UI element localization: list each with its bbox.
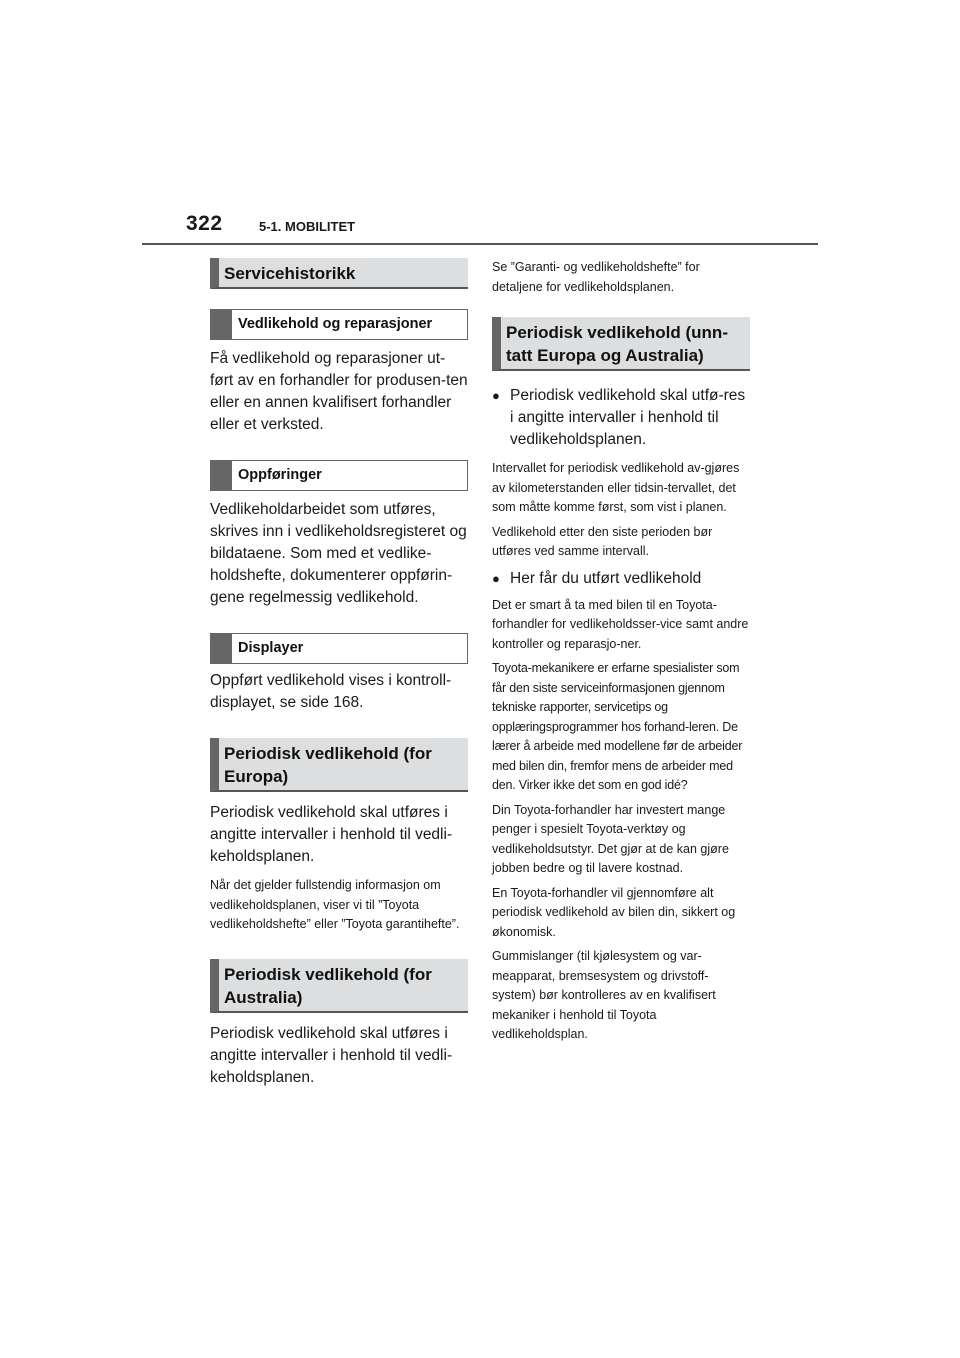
heading-servicehistorikk: Servicehistorikk xyxy=(210,258,468,289)
subheading-displayer: Displayer xyxy=(210,633,468,664)
bullet-her-far-du-text: Her får du utført vedlikehold xyxy=(510,569,702,587)
paragraph-gummislanger: Gummislanger (til kjølesystem og var-meapparat, bremsesystem og drivstoff-system) bør kontrolleres av en kvalifisert mekaniker i henhold til Toyota vedlikeholdsplan. xyxy=(492,949,716,1041)
right-column xyxy=(492,258,750,1045)
paragraph-mekanikere: Toyota-mekanikere er erfarne spesialister som får den siste serviceinformasjonen gjennom tekniske rapporter, servicetips og opplæringsprogrammer hos forhand-leren. De lærer å arbeide med modellene før de arbeider med bilen din, fremfor mens de arbeider med den. Virker ikke det som en god idé? xyxy=(492,661,743,792)
section-label: 5-1. MOBILITET xyxy=(259,219,356,234)
intro-note: Se ”Garanti- og vedlikeholdshefte” for detaljene for vedlikeholdsplanen. xyxy=(492,260,700,294)
bullet-dot-icon: ● xyxy=(492,570,500,586)
paragraph-oppforinger: Vedlikeholdarbeidet som utføres, skrives inn i vedlikeholdsregisteret og bildataene. Som med et vedlike-holdshefte, dokumenterer oppførin-gene regelmessig vedlikehold. xyxy=(210,501,467,606)
bullet-intervaller-text: Periodisk vedlikehold skal utfø-res i angitte intervaller i henhold til vedlikeholdsplanen. xyxy=(510,387,746,448)
subheading-oppforinger: Oppføringer xyxy=(210,460,468,491)
paragraph-siste-periode: Vedlikehold etter den siste perioden bør utføres ved samme intervall. xyxy=(492,524,713,558)
bullet-dot-icon: ● xyxy=(492,388,500,403)
paragraph-displayer: Oppført vedlikehold vises i kontroll-displayet, se side 168. xyxy=(210,672,452,711)
paragraph-investert: Din Toyota-forhandler har investert mange penger i spesielt Toyota-verktøy og vedlikeholdsutstyr. Det gjør at de kan gjøre jobben bedre og til lavere kostnad. xyxy=(492,802,729,875)
heading-europa: Periodisk vedlikehold (for Europa) xyxy=(210,738,468,792)
paragraph-intervall: Intervallet for periodisk vedlikehold av-gjøres av kilometerstanden eller tidsin-tervallet, det som måtte komme først, som vist i planen. xyxy=(492,461,740,514)
heading-unntatt: Periodisk vedlikehold (unn-tatt Europa og Australia) xyxy=(492,317,750,371)
header-rule xyxy=(142,243,818,245)
left-column xyxy=(210,258,468,1089)
heading-australia: Periodisk vedlikehold (for Australia) xyxy=(210,959,468,1013)
subheading-vedlikehold: Vedlikehold og reparasjoner xyxy=(210,309,468,340)
paragraph-smart: Det er smart å ta med bilen til en Toyota-forhandler for vedlikeholdsser-vice samt andre kontroller og reparasjo-ner. xyxy=(492,597,749,651)
note-europa: Når det gjelder fullstendig informasjon om vedlikeholdsplanen, viser vi til ”Toyota vedlikeholdshefte” eller ”Toyota garantihefte”. xyxy=(210,878,460,931)
paragraph-vedlikehold: Få vedlikehold og reparasjoner ut-ført av en forhandler for produsen-ten eller en annen kvalifisert forhandler eller et verksted. xyxy=(210,350,468,433)
paragraph-gjennomfore: En Toyota-forhandler vil gjennomføre alt periodisk vedlikehold av bilen din, sikkert og økonomisk. xyxy=(492,885,736,939)
paragraph-australia: Periodisk vedlikehold skal utføres i angitte intervaller i henhold til vedli-keholdsplanen. xyxy=(210,1024,453,1086)
bullet-intervaller xyxy=(492,385,750,451)
paragraph-europa: Periodisk vedlikehold skal utføres i angitte intervaller i henhold til vedli-keholdsplanen. xyxy=(210,804,453,865)
bullet-her-far-du xyxy=(492,568,750,590)
page-number: 322 xyxy=(186,212,223,235)
